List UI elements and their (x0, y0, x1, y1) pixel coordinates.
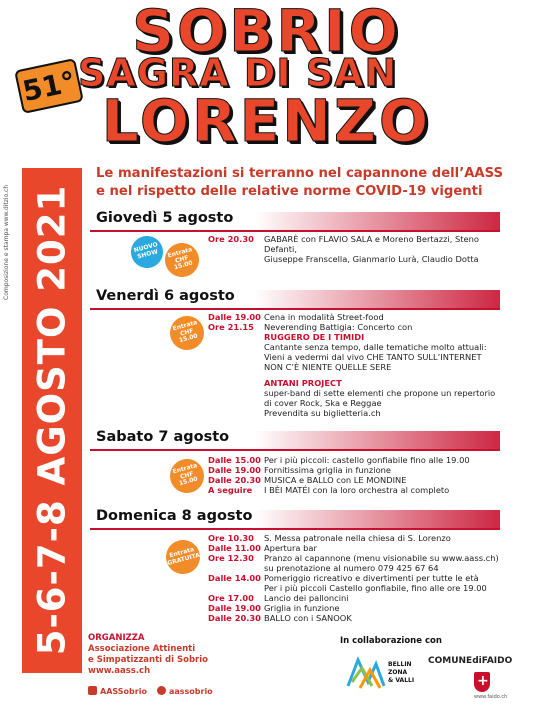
svg-text:ZONA: ZONA (388, 669, 408, 676)
comune-faido-logo: COMUNEdiFAIDO (428, 656, 513, 666)
facebook-link[interactable]: AASSobrio (88, 686, 147, 696)
faido-shield-icon (474, 672, 490, 692)
schedule-row: Dalle 20.30 MUSICA e BALLO con LE MONDINE (208, 475, 407, 485)
dates-text: 5-6-7-8 AGOSTO 2021 (30, 184, 74, 656)
schedule-row: Dalle 15.00 Per i più piccoli: castello gonfiabile fino alle 19.00 (208, 455, 470, 465)
day-section-sunday (90, 508, 500, 530)
edition-badge: 51° (14, 58, 84, 114)
schedule-row: Cantante senza tempo, dalle tematiche molto attuali: (264, 342, 487, 352)
schedule-row: A seguire I BÈI MATÉI con la loro orchestra al completo (208, 485, 450, 495)
organizer-name-1: Associazione Attinenti (88, 644, 196, 654)
schedule-row: Dalle 14.00 Pomeriggio ricreativo e divertimenti per tutte le età (208, 573, 479, 583)
schedule-row: Dalle 19.00 Cena in modalità Street-food (208, 312, 384, 322)
print-credit: Composizione e stampa www.ditzio.ch (3, 184, 10, 300)
schedule-row: Ore 17.00 Lancio dei palloncini (208, 593, 349, 603)
new-show-badge: NUOVO SHOW (127, 232, 166, 271)
schedule-row: Per i più piccoli Castello gonfiabile, fino alle ore 19.00 (264, 583, 487, 593)
schedule-row: Prevendita su biglietteria.ch (264, 408, 381, 418)
day-title: Venerdì 6 agosto (90, 288, 500, 310)
title-lorenzo: LORENZO (101, 87, 432, 155)
instagram-icon (157, 686, 166, 695)
schedule-row: Dalle 20.30 BALLO con i SANOOK (208, 613, 352, 623)
schedule-sunday (208, 533, 508, 623)
schedule-row: Ore 21.15 Neverending Battigia: Concerto con (208, 322, 413, 332)
free-entry-badge: Entrata GRATUITA (162, 536, 204, 578)
schedule-row: Dalle 19.00 Griglia in funzione (208, 603, 340, 613)
entry-price-badge: Entrata CHF 15.00 (166, 312, 208, 354)
schedule-thursday (208, 234, 508, 264)
schedule-row: ANTANI PROJECT (264, 378, 342, 388)
schedule-row: Dalle 11.00 Apertura bar (208, 543, 317, 553)
bellinzona-logo (346, 652, 420, 694)
schedule-row: Giuseppe Franscella, Gianmario Lurà, Claudio Dotta (264, 254, 479, 264)
schedule-saturday (208, 455, 508, 495)
schedule-row: di cover Rock, Ska e Reggae (264, 398, 382, 408)
partner1-text: BELLIN (388, 661, 412, 668)
schedule-row: RUGGERO DE I TIMIDI (264, 332, 365, 342)
schedule-row: NON C’È NIENTE QUELLE SERE (264, 362, 392, 372)
social-links (88, 686, 213, 696)
intro-text (96, 165, 516, 201)
organizer-block (88, 633, 208, 677)
intro-line-2: e nel rispetto delle relative norme COVID-19 vigenti (96, 183, 483, 199)
entry-price-badge: Entrata CHF 15.00 (161, 239, 203, 281)
organizer-website[interactable]: www.aass.ch (88, 666, 151, 676)
collaboration-label: In collaborazione con (340, 636, 442, 646)
instagram-link[interactable]: aassobrio (157, 686, 213, 696)
title-sagra: SAGRA DI SAN (78, 51, 398, 95)
entry-price-badge: Entrata CHF 15.00 (166, 455, 208, 497)
schedule-row: Ore 12.30 Pranzo al capannone (menu visionabile su www.aass.ch) (208, 553, 499, 563)
svg-text:& VALLI: & VALLI (388, 677, 415, 684)
schedule-row: super-band di sette elementi che propone un repertorio (264, 388, 496, 398)
day-section-saturday (90, 429, 500, 451)
schedule-row: Ore 10.30 S. Messa patronale nella chiesa di S. Lorenzo (208, 533, 451, 543)
schedule-row: Ore 20.30 GABARÈ con FLAVIO SALA e Moreno Bertazzi, Steno Defanti, (208, 234, 479, 254)
day-section-thursday (90, 210, 500, 232)
day-title: Sabato 7 agosto (90, 429, 500, 451)
organizer-label: ORGANIZZA (88, 633, 145, 643)
schedule-row: Dalle 19.00 Fornitissima griglia in funzione (208, 465, 392, 475)
schedule-row: Vieni a vedermi dal vivo CHE TANTO SULL’INTERNET (264, 352, 482, 362)
facebook-icon (88, 686, 97, 695)
organizer-name-2: e Simpatizzanti di Sobrio (88, 655, 208, 665)
day-section-friday (90, 288, 500, 310)
schedule-row: su prenotazione al numero 079 425 67 64 (264, 563, 439, 573)
intro-line-1: Le manifestazioni si terranno nel capannone dell’AASS (96, 166, 504, 181)
day-title: Giovedì 5 agosto (90, 210, 500, 232)
faido-website: www.faido.ch (474, 694, 508, 700)
day-title: Domenica 8 agosto (90, 508, 500, 530)
title-sobrio: SOBRIO (132, 0, 401, 65)
schedule-friday (208, 312, 508, 418)
